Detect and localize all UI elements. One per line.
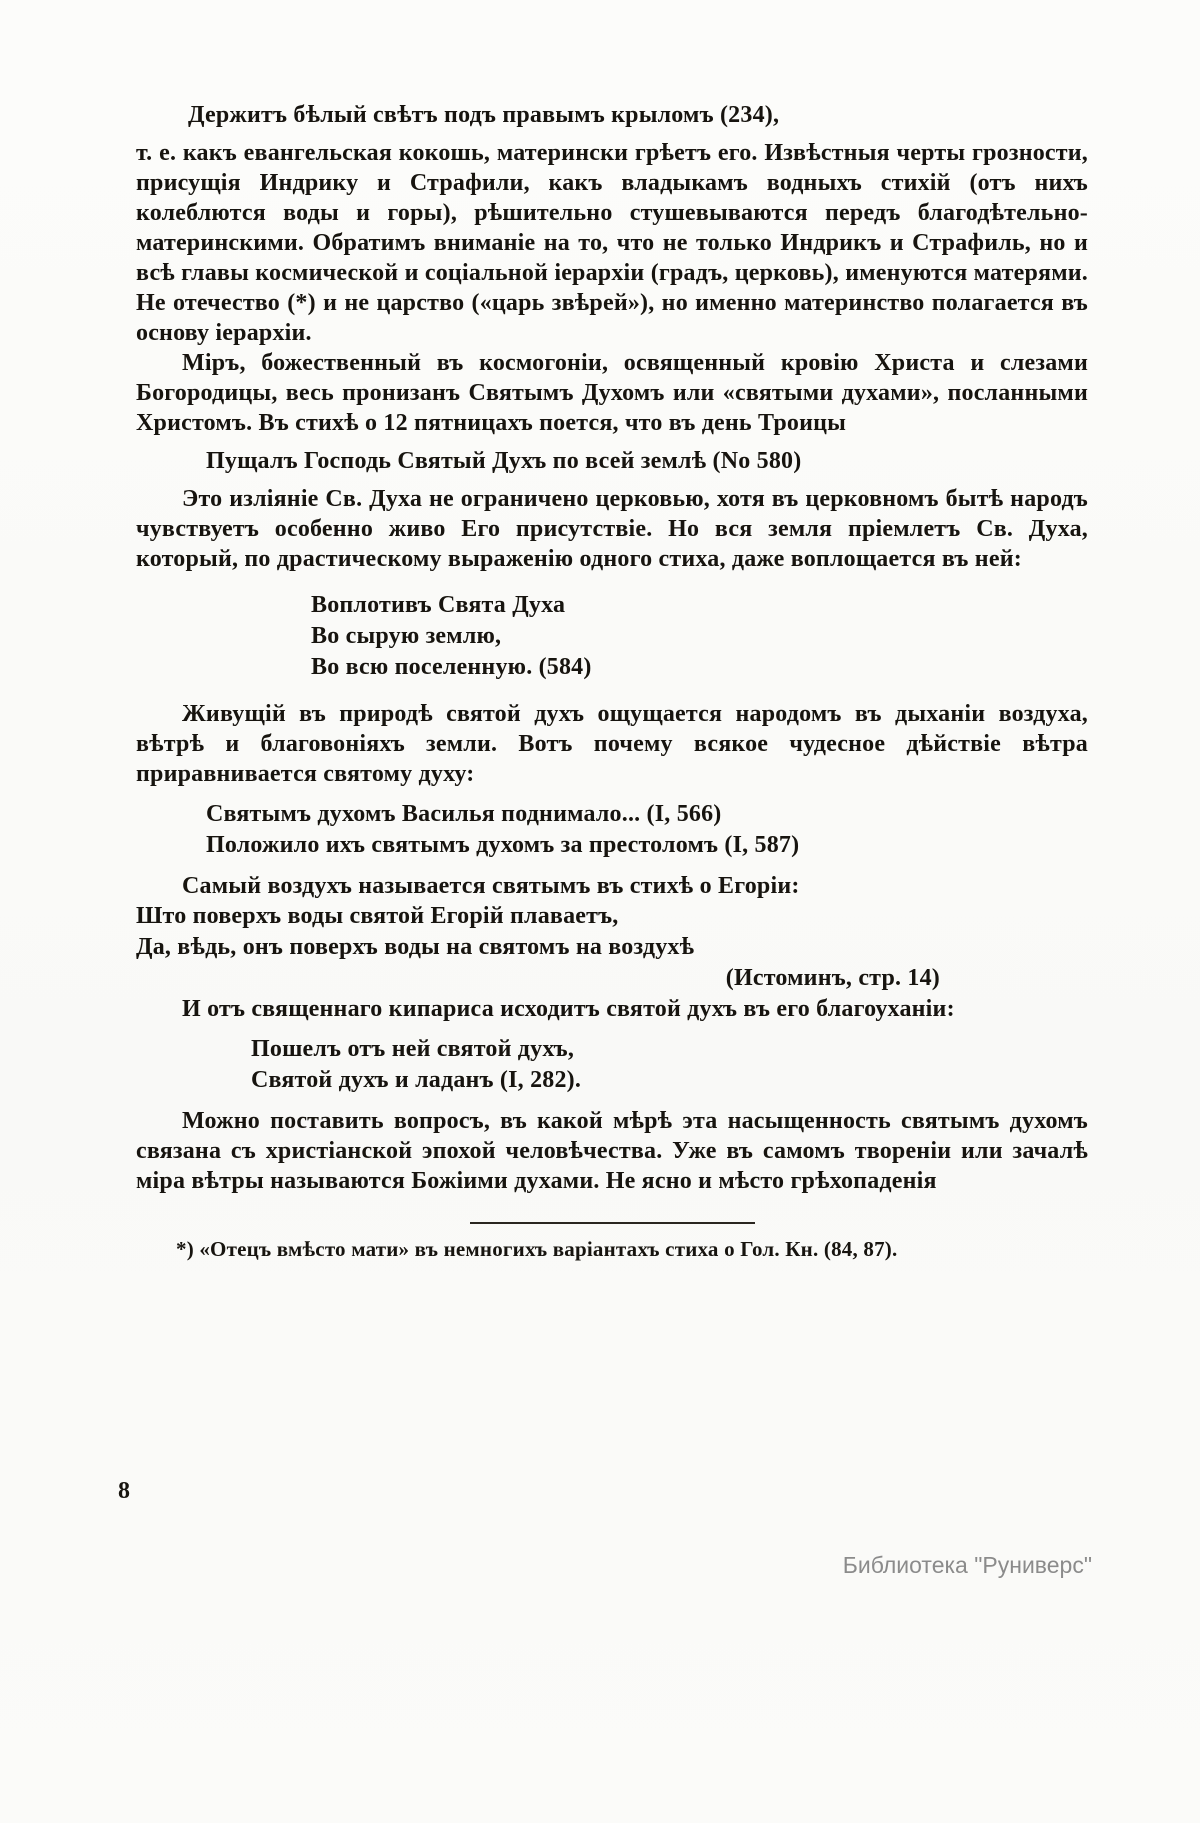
verse-282-line-2: Святой духъ и ладанъ (I, 282). (251, 1067, 582, 1093)
verse-566-line-1: Святымъ духомъ Василья поднимало... (I, 566) (206, 801, 722, 827)
verse-block-566 (136, 799, 1088, 861)
footnote-text: *) «Отецъ вмѣсто мати» въ немногихъ варіантахъ стиха о Гол. Кн. (84, 87). (176, 1237, 898, 1261)
verse-egoriy-line-2: Да, вѣдь, онъ поверхъ воды на святомъ на воздухѣ (136, 934, 695, 960)
verse-line-580: Пущалъ Господь Святый Духъ по всей землѣ (No 580) (206, 448, 802, 474)
verse-block-282 (136, 1034, 1088, 1096)
paragraph-7: Можно поставить вопросъ, въ какой мѣрѣ эта насыщенность святымъ духомъ связана съ христіанской эпохой человѣчества. Уже въ самомъ твореніи или зачалѣ міра вѣтры называются Божіими духами. Не ясно и мѣсто грѣхопаденія (136, 1108, 1088, 1194)
verse-block-egoriy (136, 901, 1088, 994)
footnote-divider (470, 1222, 755, 1224)
opening-verse-line: Держитъ бѣлый свѣтъ подъ правымъ крыломъ (234), (188, 102, 780, 128)
verse-584-line-1: Воплотивъ Свята Духа (311, 592, 566, 618)
paragraph-5: Самый воздухъ называется святымъ въ стихѣ о Егоріи: (182, 873, 800, 899)
verse-egoriy-line-1: Што поверхъ воды святой Егорій плаваетъ, (136, 903, 619, 929)
paragraph-3: Это изліяніе Св. Духа не ограничено церковью, хотя въ церковномъ бытѣ народъ чувствуетъ особенно живо Его присутствіе. Но вся земля пріемлетъ Св. Духа, который, по драстическому выраженію одного стиха, даже воплощается въ ней: (136, 486, 1088, 572)
verse-282-line-1: Пошелъ отъ ней святой духъ, (251, 1036, 575, 1062)
library-watermark: Библиотека "Руниверс" (842, 1552, 1092, 1578)
paragraph-2: Міръ, божественный въ космогоніи, освященный кровію Христа и слезами Богородицы, весь пронизанъ Святымъ Духомъ или «святыми духами», посланными Христомъ. Въ стихѣ о 12 пятницахъ поется, что въ день Троицы (136, 350, 1088, 436)
verse-566-line-2: Положило ихъ святымъ духомъ за престоломъ (I, 587) (206, 832, 800, 858)
verse-block-584 (136, 590, 1088, 683)
paragraph-1: т. е. какъ евангельская кокошь, матерински грѣетъ его. Извѣстныя черты грозности, присущія Индрику и Страфили, какъ владыкамъ водныхъ стихій (отъ нихъ колеблются воды и горы), рѣшительно стушевываются передъ благодѣтельно-материнскими. Обратимъ вниманіе на то, что не только Индрикъ и Страфиль, но и всѣ главы космической и соціальной іерархіи (градъ, церковь), именуются матерями. Не отечество (*) и не царство («царь звѣрей»), но именно материнство полагается въ основу іерархіи. (136, 140, 1088, 346)
paragraph-4: Живущій въ природѣ святой духъ ощущается народомъ въ дыханіи воздуха, вѣтрѣ и благовоніяхъ земли. Вотъ почему всякое чудесное дѣйствіе вѣтра приравнивается святому духу: (136, 701, 1088, 787)
verse-584-line-2: Во сырую землю, (311, 623, 502, 649)
page-text-block (136, 100, 1088, 1284)
verse-egoriy-attribution: (Истоминъ, стр. 14) (725, 965, 940, 991)
paragraph-6: И отъ священнаго кипариса исходитъ святой духъ въ его благоуханіи: (182, 996, 955, 1022)
verse-584-line-3: Во всю поселенную. (584) (311, 654, 592, 680)
page-number: 8 (118, 1478, 130, 1504)
